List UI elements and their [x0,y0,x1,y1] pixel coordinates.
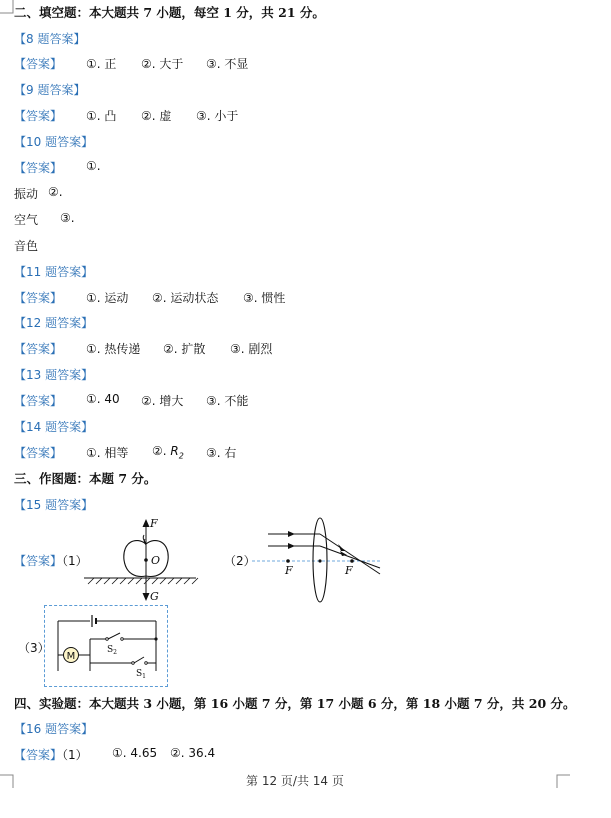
focal-label-right: F [345,564,353,577]
force-g-label: G [150,590,159,603]
answer-text-line: 空气 [14,213,39,227]
page-number-footer: 第 12 页/共 14 页 [246,774,344,788]
answer-item: ①. 运动 [86,291,129,305]
answer-label-text: 【答案】 [14,748,63,762]
switch-s1-label [136,669,146,680]
answer-label [14,746,88,763]
answer-item: ①. 相等 [86,446,129,460]
switch-s1-subscript: 1 [142,673,146,680]
part-number: （2） [224,554,256,568]
answer-item: ①. 40 [86,392,120,406]
answer-label [14,552,88,569]
answer-item: ②. 运动状态 [152,291,219,305]
question-header-14: 【14 题答案】 [14,420,94,434]
circuit-diagram [44,605,168,687]
resistor-letter: R [170,444,179,458]
page-corner-mark-bottom-left [0,774,14,788]
switch-contact [106,638,109,641]
answer-item: ②. 虚 [141,109,172,123]
answer-label: 【答案】 [14,291,63,305]
answer-text-line: 音色 [14,239,39,253]
answer-item: ③. 剧烈 [230,342,273,356]
question-header-10: 【10 题答案】 [14,135,94,149]
question-header-15: 【15 题答案】 [14,498,94,512]
force-g-arrowhead [143,593,150,601]
focal-point-left [286,559,290,563]
question-header-11: 【11 题答案】 [14,265,94,279]
switch-s2-label [107,645,117,656]
ray-arrowhead [288,531,295,537]
switch-s1-blade [134,657,144,663]
answer-item: ②. 扩散 [163,342,206,356]
answer-item: ①. 4.65 [112,746,158,760]
resistor-symbol [170,444,184,461]
answer-item: ①. [86,159,101,173]
switch-s2-letter: S [107,645,114,655]
section-heading-experiment: 四、实验题：本大题共 3 小题，第 16 小题 7 分，第 17 小题 6 分，第 18 小题 7 分，共 20 分。 [14,696,576,711]
answer-item: ②. 大于 [141,57,184,71]
answer-item: ③. 不能 [206,394,249,408]
answer-item: ②. 36.4 [170,746,216,760]
part-number: （3） [18,641,50,655]
ray-arrowhead [338,544,345,551]
focal-label-left: F [285,564,293,577]
part-number: （1） [62,554,88,568]
answer-item: ②. 增大 [141,394,184,408]
answer-item: ②. [48,185,63,199]
lens-ray-diagram [248,514,384,606]
answer-item [152,444,184,460]
question-header-16: 【16 题答案】 [14,722,94,736]
question-header-9: 【9 题答案】 [14,83,86,97]
answer-text-line: 振动 [14,187,39,201]
answer-label: 【答案】 [14,57,63,71]
switch-contact [121,638,124,641]
answer-label-text: 【答案】 [14,554,63,568]
question-header-13: 【13 题答案】 [14,368,94,382]
section-heading-drawing: 三、作图题：本题 7 分。 [14,471,157,486]
answer-label: 【答案】 [14,342,63,356]
answer-label: 【答案】 [14,161,63,175]
ground-hatching [88,578,198,584]
resistor-subscript: 2 [178,451,184,461]
switch-contact [132,662,135,665]
part-number: （1） [62,748,88,762]
page-corner-mark-top-left [0,0,14,14]
force-diagram-figure [82,516,200,604]
question-header-12: 【12 题答案】 [14,316,94,330]
ray-arrowhead [288,543,295,549]
switch-s2-subscript: 2 [113,649,117,656]
answer-item-number: ②. [152,444,167,458]
answer-label: 【答案】 [14,446,63,460]
answer-item: ①. 热传递 [86,342,141,356]
answer-item: ①. 正 [86,57,117,71]
answer-item: ①. 凸 [86,109,117,123]
answer-label: 【答案】 [14,109,63,123]
switch-contact [145,662,148,665]
answer-item: ③. 小于 [196,109,239,123]
answer-item: ③. 不显 [206,57,249,71]
answer-item: ③. 惯性 [243,291,286,305]
switch-s2-blade [108,633,120,639]
page-corner-mark-bottom-right [556,774,570,788]
switch-s1-letter: S [136,669,143,679]
answer-item: ③. [60,211,75,225]
motor-label: M [66,651,76,662]
force-f-arrowhead [143,519,150,527]
section-heading-fill-blank: 二、填空题：本大题共 7 小题，每空 1 分，共 21 分。 [14,5,325,20]
focal-point-right [350,559,354,563]
force-f-label: F [150,517,158,530]
answer-label: 【答案】 [14,394,63,408]
answer-item: ③. 右 [206,446,237,460]
optical-center [318,559,321,562]
circuit-junction [154,637,157,640]
point-o-label: O [151,554,161,567]
question-header-8: 【8 题答案】 [14,32,86,46]
